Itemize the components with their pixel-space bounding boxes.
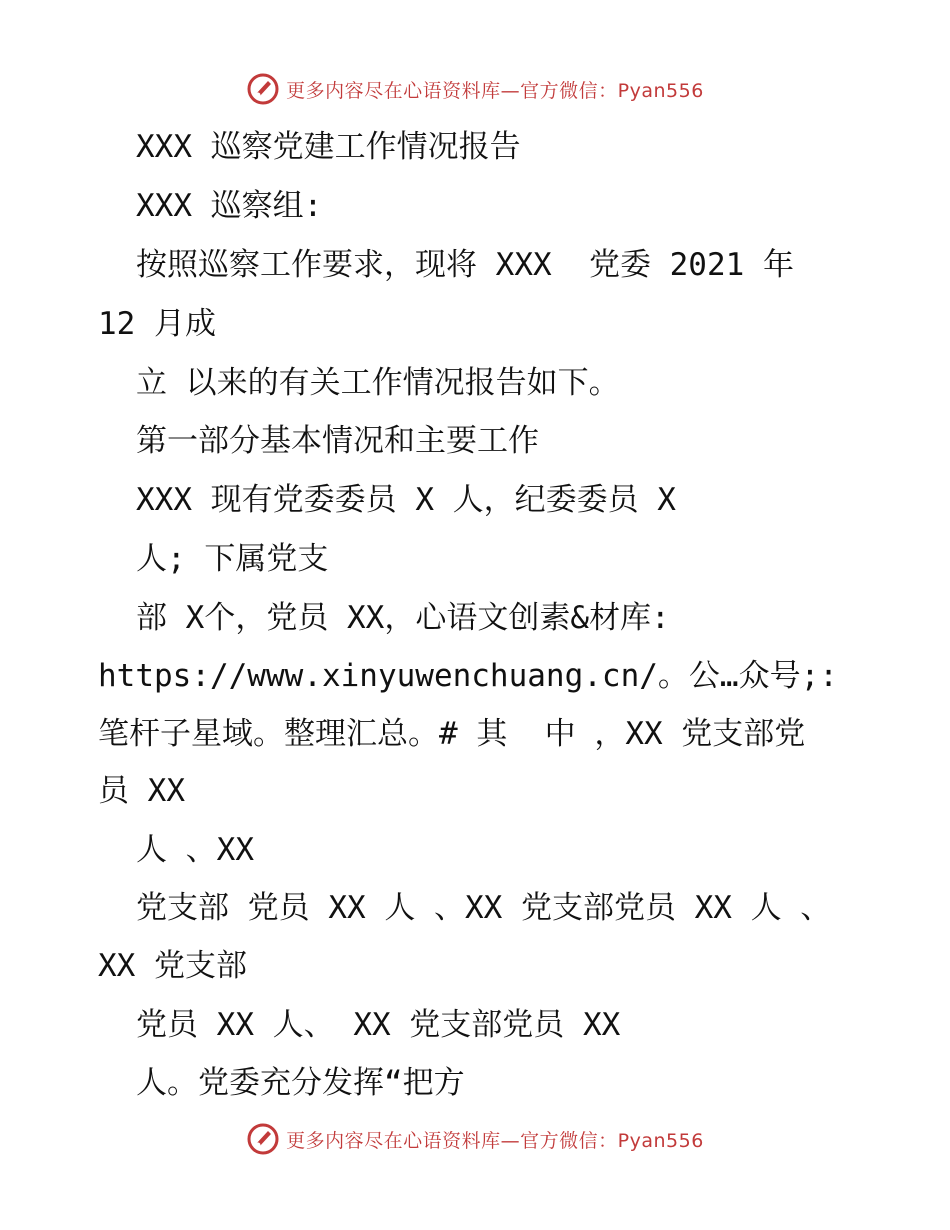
watermark-text: 更多内容尽在心语资料库—官方微信：Pyan556 — [286, 1129, 704, 1152]
body-line: 12 月成 — [98, 306, 216, 342]
body-line: 党员 XX 人、 XX 党支部党员 XX — [136, 1007, 621, 1043]
header-watermark — [0, 72, 950, 106]
watermark-text: 更多内容尽在心语资料库—官方微信：Pyan556 — [286, 79, 704, 102]
body-line: 人; 下属党支 — [136, 541, 329, 577]
body-line: 人。党委充分发挥“把方 — [136, 1065, 465, 1101]
logo-icon — [246, 1122, 280, 1156]
body-line: 员 XX — [98, 773, 185, 809]
body-line: XX 党支部 — [98, 948, 247, 984]
body-line: 按照巡察工作要求，现将 XXX 党委 2021 年 — [136, 247, 794, 283]
body-line: 人 、XX — [136, 832, 254, 868]
logo-icon — [246, 72, 280, 106]
body-line: 笔杆子星域。整理汇总。# 其 中 ，XX 党支部党 — [98, 716, 806, 752]
body-line: 党支部 党员 XX 人 、XX 党支部党员 XX 人 、 — [136, 890, 832, 926]
body-line: XXX 现有党委委员 X 人，纪委委员 X — [136, 482, 676, 518]
body-line: 部 X个，党员 XX，心语文创素&材库: — [136, 600, 670, 636]
footer-watermark — [0, 1122, 950, 1156]
body-line: https://www.xinyuwenchuang.cn/。公…众号;: — [98, 658, 838, 694]
report-title: XXX 巡察党建工作情况报告 — [136, 129, 521, 165]
salutation: XXX 巡察组: — [136, 188, 323, 224]
section-heading: 第一部分基本情况和主要工作 — [136, 423, 539, 459]
body-line: 立 以来的有关工作情况报告如下。 — [136, 365, 620, 401]
